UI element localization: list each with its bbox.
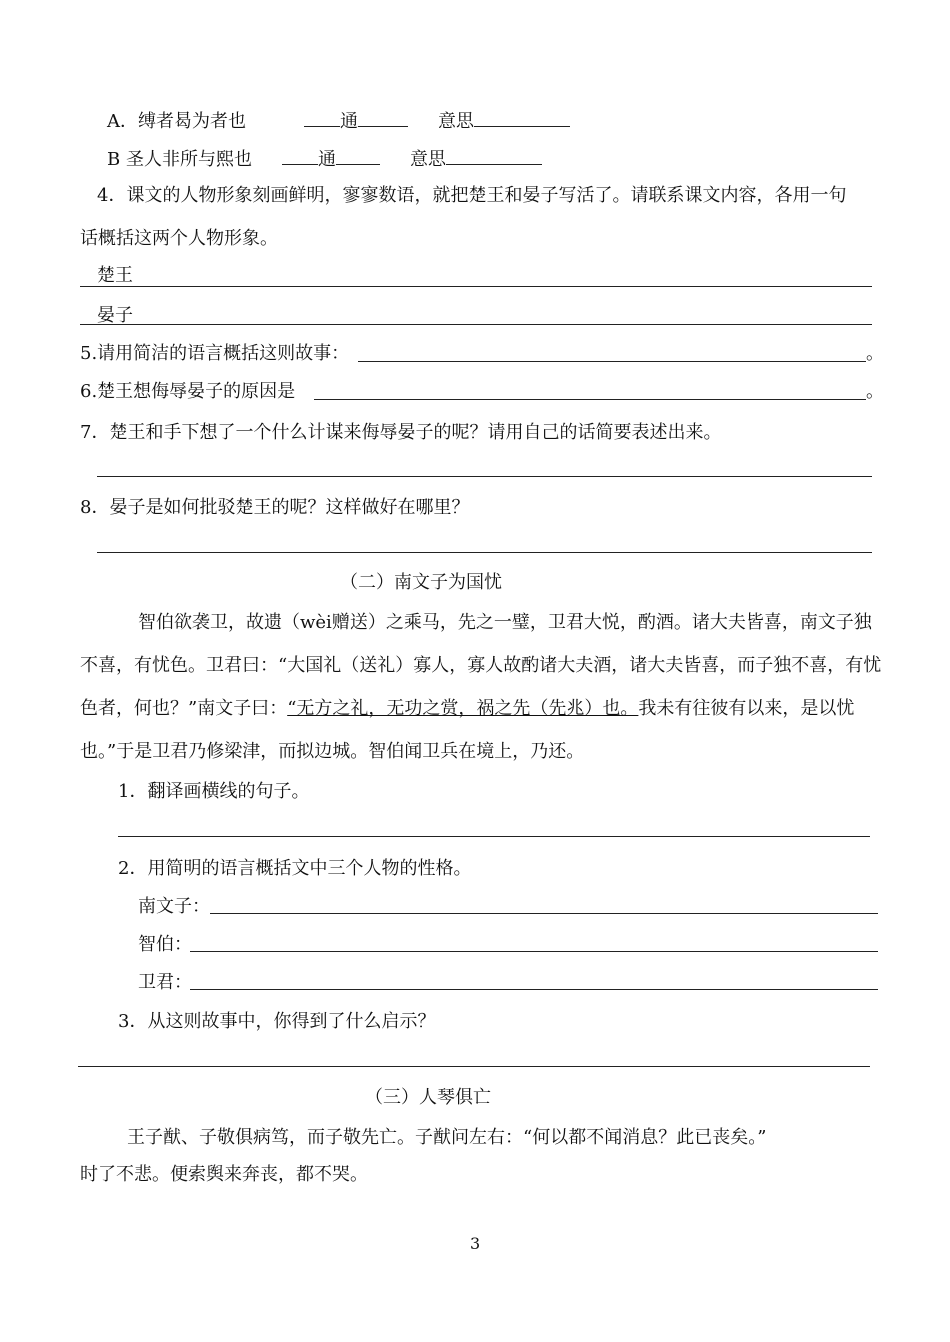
q3-a-text: A．缚者曷为者也 [107, 111, 246, 132]
weijun-label: 卫君： [138, 972, 192, 993]
section2-passage-line3: 色者，何也？”南文子曰：“无方之礼，无功之赏，祸之先（先兆）也。我未有往彼有以来，是以忧 [80, 698, 855, 719]
q8-question: 8．晏子是如何批驳楚王的呢？这样做好在哪里？ [80, 497, 470, 518]
section2-passage-line4: 也。”于是卫君乃修梁津，而拟边城。智伯闻卫兵在境上，乃还。 [80, 741, 585, 762]
section2-q2: 2．用简明的语言概括文中三个人物的性格。 [118, 858, 472, 879]
section3-passage-line2: 时了不悲。便索舆来奔丧，都不哭。 [80, 1164, 368, 1185]
blank[interactable] [358, 108, 408, 127]
zhibo-label: 智伯： [138, 934, 192, 955]
q7-question: 7．楚王和手下想了一个什么计谋来侮辱晏子的呢？请用自己的话简要表述出来。 [80, 422, 722, 443]
q4-yanzi-label: 晏子 [97, 305, 133, 326]
q5-answer-line[interactable] [358, 361, 866, 362]
q3-b-text: B 圣人非所与熙也 [107, 149, 252, 170]
section2-q1: 1．翻译画横线的句子。 [118, 781, 310, 802]
q4-line1: 4．课文的人物形象刻画鲜明，寥寥数语，就把楚王和晏子写活了。请联系课文内容，各用一句 [97, 185, 847, 206]
nanwenzi-answer-line[interactable] [210, 913, 878, 914]
weijun-answer-line[interactable] [190, 989, 878, 990]
q6-answer-line[interactable] [314, 399, 866, 400]
q4-chuwang-answer-line[interactable] [80, 286, 872, 287]
q5-question: 5.请用简洁的语言概括这则故事： [80, 343, 350, 364]
q4-chuwang-label: 楚王 [97, 265, 133, 286]
underlined-sentence: “无方之礼，无功之赏，祸之先（先兆）也。 [287, 698, 639, 719]
section2-q1-answer-line[interactable] [118, 836, 870, 837]
section3-title: （三）人琴俱亡 [365, 1087, 491, 1108]
q6-question: 6.楚王想侮辱晏子的原因是 [80, 381, 296, 402]
blank[interactable] [446, 146, 542, 165]
q3-option-a: A．缚者曷为者也 通 意思 [107, 108, 570, 133]
blank[interactable] [336, 146, 380, 165]
section2-title: （二）南文子为国忧 [340, 572, 502, 593]
q8-answer-line[interactable] [97, 552, 872, 553]
page-number: 3 [470, 1234, 481, 1253]
nanwenzi-label: 南文子： [138, 896, 210, 917]
zhibo-answer-line[interactable] [190, 951, 878, 952]
blank[interactable] [304, 108, 340, 127]
blank[interactable] [282, 146, 318, 165]
section2-q3: 3．从这则故事中，你得到了什么启示？ [118, 1011, 436, 1032]
section3-passage-line1: 王子猷、子敬俱病笃，而子敬先亡。子猷问左右：“何以都不闻消息？此已丧矣。” [127, 1127, 767, 1148]
q7-answer-line[interactable] [97, 476, 872, 477]
section2-passage-line2: 不喜，有忧色。卫君曰：“大国礼（送礼）寡人，寡人故酌诸大夫酒，诸大夫皆喜，而子独不喜，有忧 [80, 655, 882, 676]
q4-line2: 话概括这两个人物形象。 [80, 228, 278, 249]
section2-q3-answer-line[interactable] [78, 1066, 870, 1067]
q4-yanzi-answer-line[interactable] [80, 324, 872, 325]
section2-passage-line1: 智伯欲袭卫，故遗（wèi赠送）之乘马，先之一璧，卫君大悦，酌酒。诸大夫皆喜，南文子独 [138, 612, 872, 633]
blank[interactable] [474, 108, 570, 127]
q3-option-b: B 圣人非所与熙也 通 意思 [107, 146, 542, 171]
